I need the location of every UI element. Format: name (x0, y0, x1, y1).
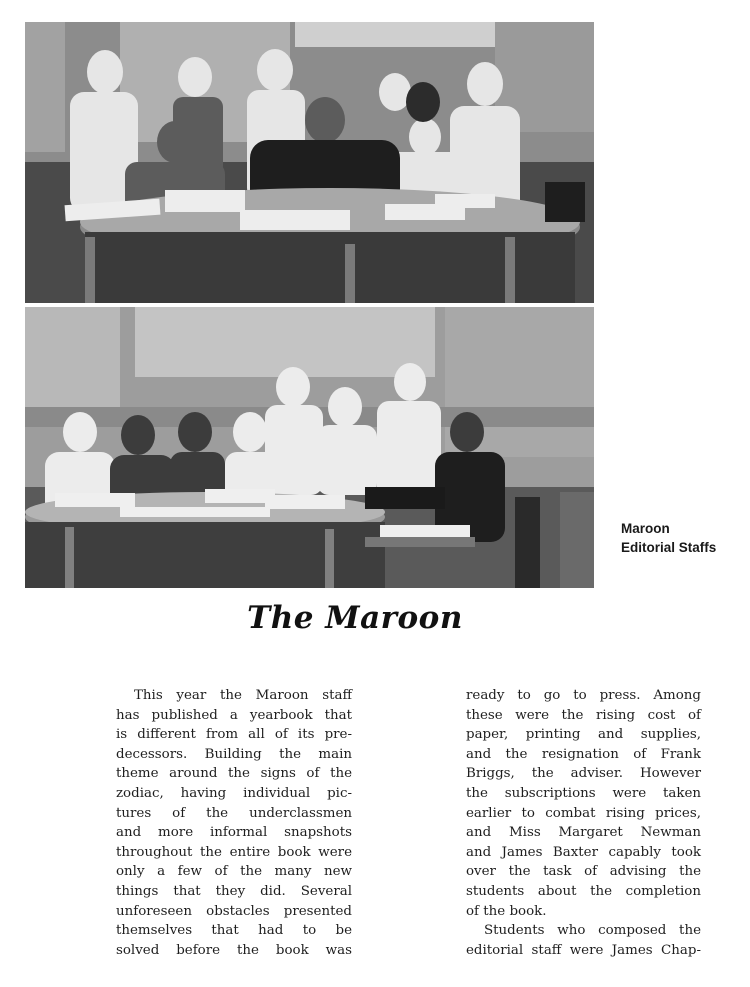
article-column-left (116, 686, 352, 960)
photo-caption (621, 519, 746, 557)
article-line: earlier to combat rising prices, (466, 805, 701, 821)
article-line: students about the completion (466, 883, 701, 899)
article-line: has published a yearbook that (116, 707, 352, 723)
staff-photo-top-image (25, 22, 594, 303)
article-line: these were the rising cost of (466, 707, 701, 723)
article-line: and the resignation of Frank (466, 746, 701, 762)
article-line: This year the Maroon staff (134, 688, 352, 703)
article-line: editorial staff were James Chap- (466, 942, 701, 958)
staff-photo-bottom (25, 307, 594, 588)
page-title: The Maroon (247, 600, 463, 636)
article-line: is different from all of its pre- (116, 727, 352, 743)
article-line: things that they did. Several (116, 883, 352, 899)
article-column-right (466, 686, 701, 960)
caption-line-1: Maroon (621, 521, 670, 536)
article-line: throughout the entire book were (116, 844, 352, 860)
article-line: decessors. Building the main (116, 746, 352, 762)
article-line: theme around the signs of the (116, 766, 352, 782)
article-line: zodiac, having individual pic- (116, 785, 352, 801)
article-line: over the task of advising the (466, 864, 701, 880)
staff-photo-top (25, 22, 594, 303)
article-line: and Miss Margaret Newman (466, 825, 701, 841)
article-line: and James Baxter capably took (466, 844, 701, 860)
article-line: only a few of the many new (116, 864, 352, 880)
article-line: tures of the underclassmen (116, 805, 352, 821)
caption-line-2: Editorial Staffs (621, 540, 717, 555)
article-line: themselves that had to be (116, 923, 352, 939)
article-line: the subscriptions were taken (466, 785, 701, 801)
article-line: Students who composed the (484, 923, 701, 939)
article-line: of the book. (466, 903, 547, 919)
article-line: paper, printing and supplies, (466, 727, 701, 743)
staff-photo-bottom-image (25, 307, 594, 588)
article-line: and more informal snapshots (116, 825, 352, 841)
article-line: Briggs, the adviser. However (466, 766, 701, 782)
article-line: ready to go to press. Among (466, 688, 701, 703)
article-line: solved before the book was (116, 942, 352, 958)
article-line: unforeseen obstacles presented (116, 903, 352, 919)
